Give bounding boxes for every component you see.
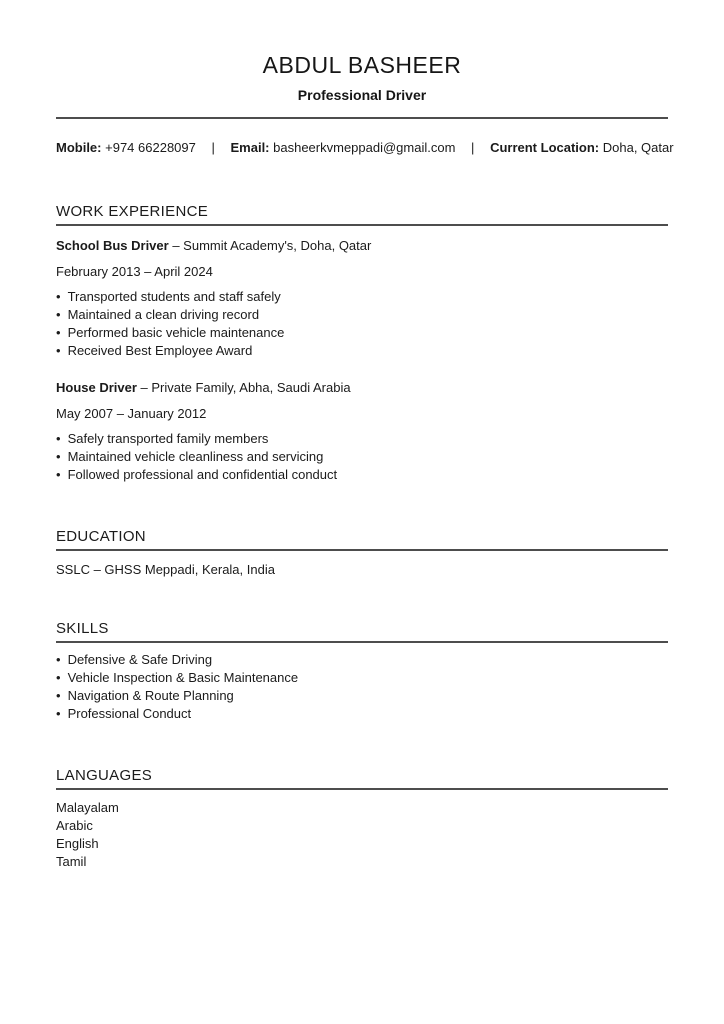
language-item: Malayalam [56,800,119,815]
job-entry [56,380,668,484]
job-title-line [56,238,668,254]
header-divider [56,117,668,119]
bullet-item: • Maintained vehicle cleanliness and servicing [56,448,668,466]
languages-heading: LANGUAGES [56,767,153,784]
skill-item: • Defensive & Safe Driving [56,651,668,669]
job-company: – Summit Academy's, Doha, Qatar [172,238,372,253]
bullet-item: • Received Best Employee Award [56,342,668,360]
contact-line [56,140,674,156]
job-entry [56,238,668,360]
bullet-item: • Maintained a clean driving record [56,306,668,324]
section-divider [56,641,668,643]
section-divider [56,224,668,226]
languages-list [56,799,668,871]
section-skills [56,620,668,723]
job-bullet-list [56,430,668,484]
bullet-item: • Transported students and staff safely [56,288,668,306]
bullet-item: • Safely transported family members [56,430,668,448]
education-item: SSLC – GHSS Meppadi, Kerala, India [56,562,275,577]
skill-item: • Navigation & Route Planning [56,687,668,705]
education-heading: EDUCATION [56,528,146,545]
language-item: Arabic [56,818,93,833]
job-title-line [56,380,668,396]
section-divider [56,788,668,790]
job-bullet-list [56,288,668,360]
bullet-item: • Followed professional and confidential conduct [56,466,668,484]
resume-header [56,52,674,156]
skill-item: • Professional Conduct [56,705,668,723]
section-divider [56,549,668,551]
mobile-value: +974 66228097 [105,140,196,155]
job-dates: February 2013 – April 2024 [56,264,213,279]
bullet-item: • Performed basic vehicle maintenance [56,324,668,342]
job-role: House Driver [56,380,137,395]
job-role: School Bus Driver [56,238,169,253]
section-languages [56,767,668,871]
job-dates: May 2007 – January 2012 [56,406,207,421]
skills-heading: SKILLS [56,620,109,637]
language-item: Tamil [56,854,87,869]
contact-separator: | [471,140,475,155]
contact-separator: | [211,140,215,155]
job-company: – Private Family, Abha, Saudi Arabia [140,380,351,395]
email-label: Email: [230,140,270,155]
skill-item: • Vehicle Inspection & Basic Maintenance [56,669,668,687]
location-value: Doha, Qatar [602,140,674,155]
mobile-label: Mobile: [56,140,102,155]
section-education [56,528,668,578]
section-work-experience [56,203,668,484]
skills-list [56,651,668,723]
candidate-name: ABDUL BASHEER [262,52,462,78]
candidate-title: Professional Driver [297,87,427,103]
work-experience-heading: WORK EXPERIENCE [56,203,209,220]
email-value: basheerkvmeppadi@gmail.com [273,140,456,155]
language-item: English [56,836,99,851]
location-label: Current Location: [490,140,600,155]
